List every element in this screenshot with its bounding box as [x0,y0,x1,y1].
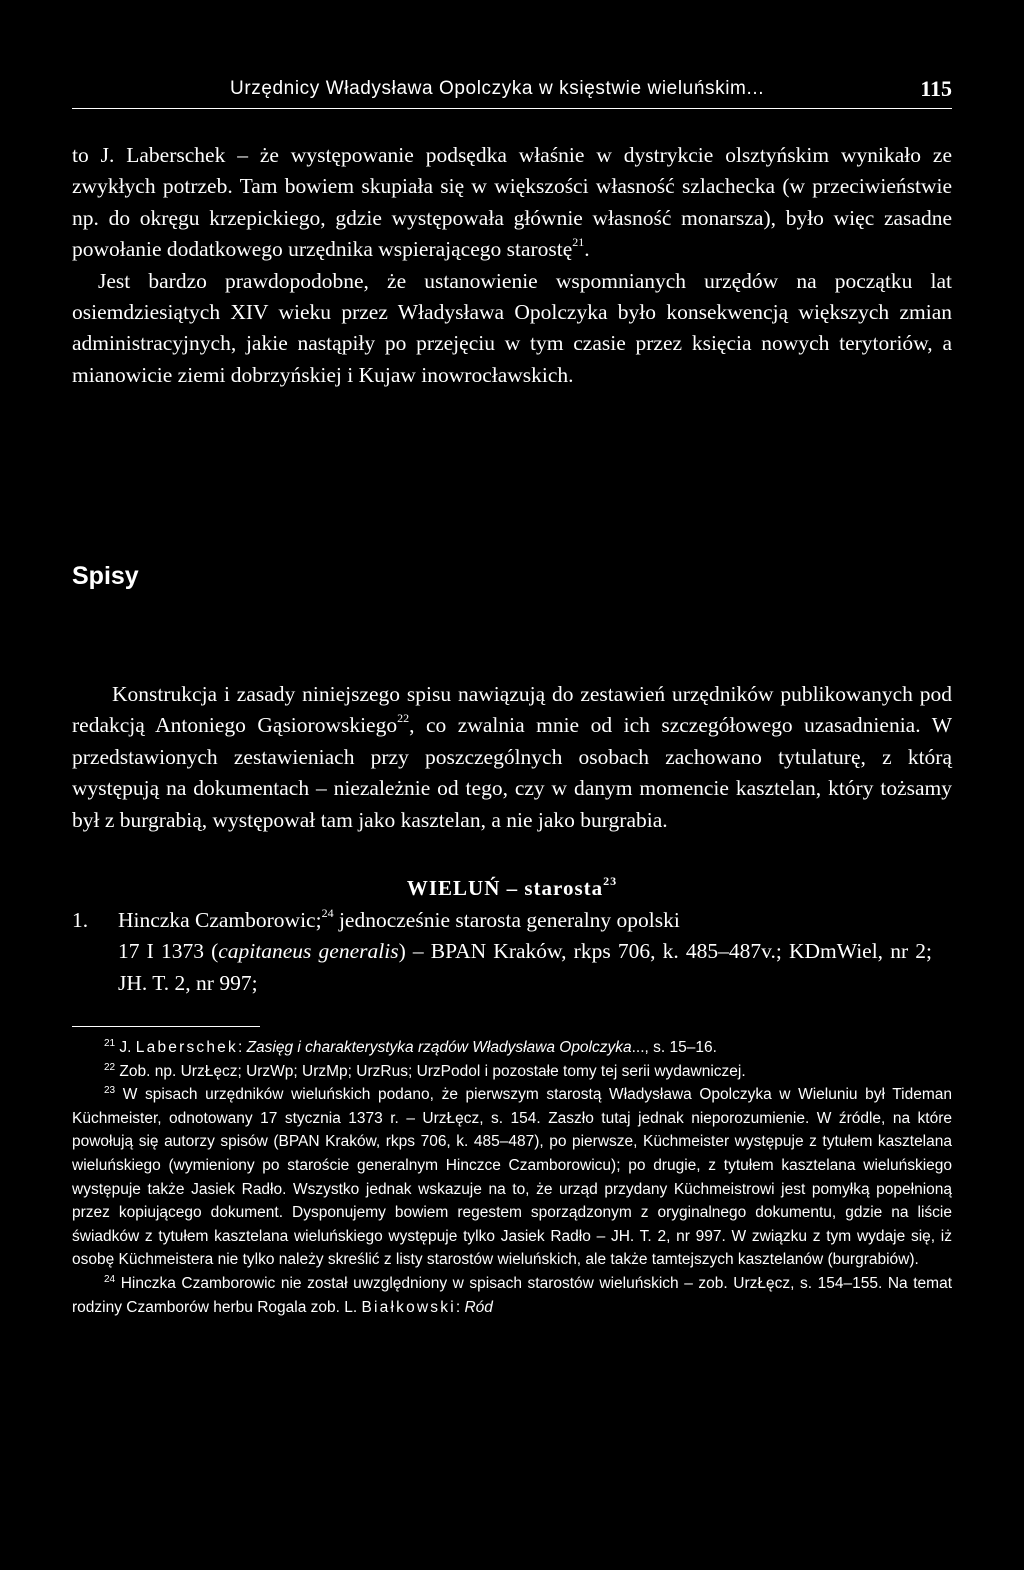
footnote-separator [72,1026,260,1027]
footnote-23: $^{23}$ W spisach urzędników wieluńskich podano, że pierwszym starostą Władysława Opolczyka w Wieluniu był Tideman Küchmeister, odnotowany 17 stycznia 1373 r. – UrzŁęcz, s. 154. Zaszło tutaj jednak nieporozumienie. W źródle, na które powołują się autorzy spisów (BPAN Kraków, rkps 706, k. 485–487), po pierwsze, Küchmeister występuje z tytułem kasztelana wieluńskiego (wymieniony po staroście generalnym Hinczce Czamborowicu); po drugie, z tytułem kasztelana wieluńskiego występuje także Jasiek Radło. Wszystko jednak wskazuje na to, że urząd przydany Küchmeistrowi jest pomyłką popełnioną przez kopiującego dokument. Dysponujemy bowiem regestem sporządzonym z oryginalnego dokumentu, gdzie na liście świadków z tytułem kasztelana wieluńskiego występuje tylko Jasiek Radło – JH. T. 2, nr 997. W związku z tym wydaje się, iż osobę Küchmeistera nie tylko należy skreślić z listy starostów wieluńskich, ale także tamtejszych kasztelanów (burgrabiów). [72,1085,952,1269]
footnote-ref-24: 24 [321,906,334,920]
list-item [72,905,932,999]
paragraph-laberschek [72,140,952,391]
running-head-title: Urzędnicy Władysława Opolczyka w księstwie wieluńskim... [230,78,765,99]
office-heading: WIELUŃ – starosta$^{23}$ [406,874,618,900]
latin-title: capitaneus generalis [218,939,399,964]
footnote-21: $^{21}$ J. Laberschek: Zasięg i charakterystyka rządów Władysława Opolczyka..., s. 15–16. [104,1038,717,1056]
running-head [72,74,952,109]
footnote-22: $^{22}$ Zob. np. UrzŁęcz; UrzWp; UrzMp; UrzRus; UrzPodol i pozostałe tomy tej serii wydawniczej. [104,1061,746,1080]
footnote-ref-23: 23 [603,874,618,888]
entry-number: 1. [72,908,89,932]
footnotes [72,1036,952,1319]
entry-sources: 17 I 1373 (capitaneus generalis) – BPAN Kraków, rkps 706, k. 485–487v.; KDmWiel, nr 2; JH. T. 2, nr 997; [118,939,932,995]
paragraph-construction: Konstrukcja i zasady niniejszego spisu nawiązują do zestawień urzędników publikowanych pod redakcją Antoniego Gąsiorowskiego$^{22}$, co zwalnia mnie od ich szczegółowego uzasadnienia. W przedstawionych zestawieniach przy poszczególnych osobach zachowano tytulaturę, z którą występują na dokumentach – niezależnie od tego, czy w danym momencie kasztelan, który tożsamy był z burgrabią, występował tam jako kasztelan, a nie jako burgrabia. [72,682,952,832]
paragraph-continuation: to J. Laberschek – że występowanie podsędka właśnie w dystrykcie olsztyńskim wynikało ze zwykłych potrzeb. Tam bowiem skupiała się w większości własność szlachecka (w przeciwieństwie np. do okręgu krzepickiego, gdzie występowała głównie własność monarsza), było więc zasadne powołanie dodatkowego urzędnika wspierającego starostę$^{21}$. [72,143,952,262]
footnote-ref-21: 21 [572,235,585,250]
paragraph-offices: Jest bardzo prawdopodobne, że ustanowienie wspomnianych urzędów na początku lat osiemdziesiątych XIV wieku przez Władysława Opolczyka było konsekwencją większych zmian administracyjnych, jakie nastąpiły po przejęciu w tym czasie przez księcia nowych terytoriów, a mianowicie ziemi dobrzyńskiej i Kujaw inowrocławskich. [72,268,952,387]
footnote-24: $^{24}$ Hinczka Czamborowic nie został uwzględniony w spisach starostów wieluńskich – zob. UrzŁęcz, s. 154–155. Na temat rodziny Czamborów herbu Rogala zob. L. Białkowski: Ród [72,1273,952,1316]
page-number: 115 [920,76,952,101]
section-heading: Spisy [72,562,139,590]
entry-name-line: Hinczka Czamborowic;$^{24}$ jednocześnie starosta generalny opolski [118,906,680,932]
footnote-ref-22: 22 [397,711,410,726]
